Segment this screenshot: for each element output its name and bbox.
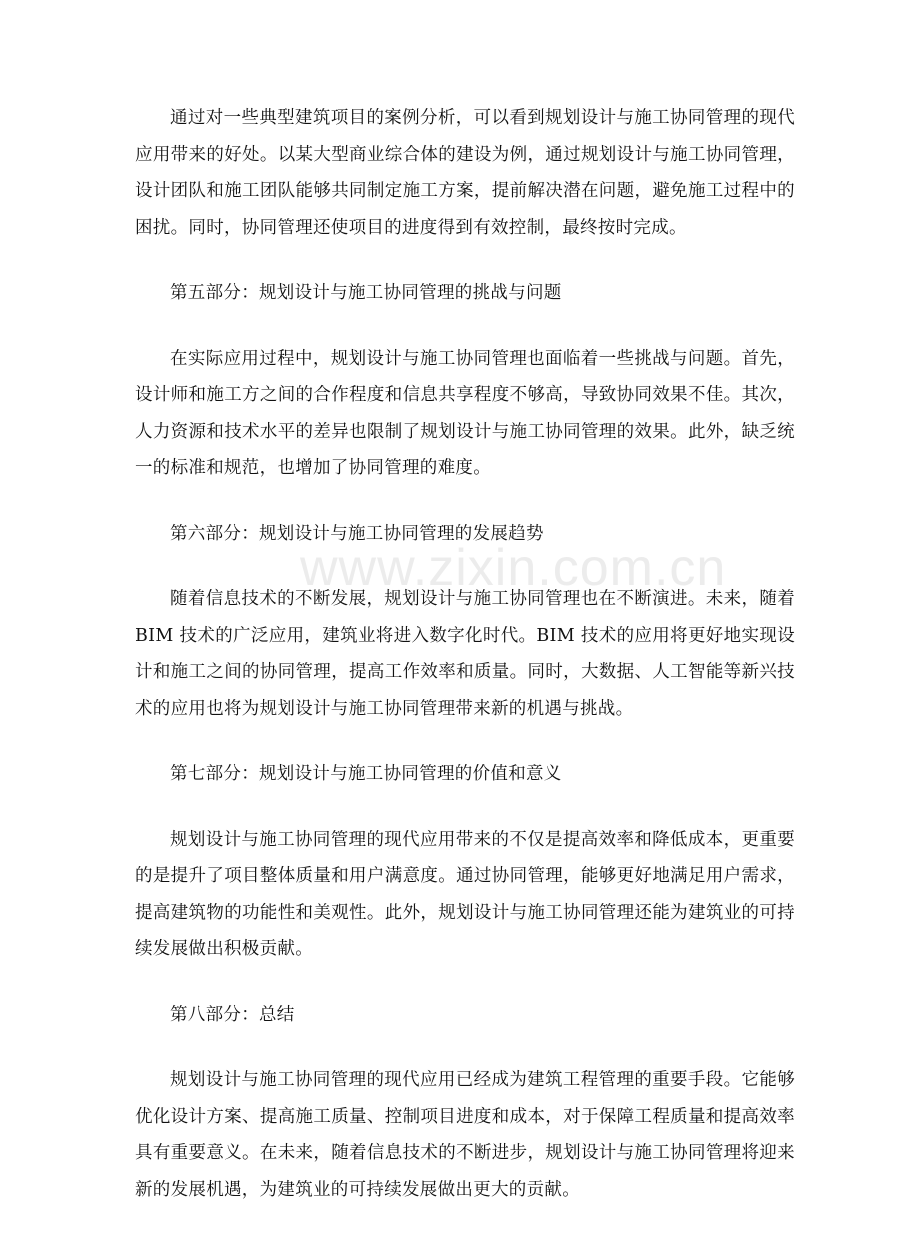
document-body [135, 100, 795, 1237]
watermark: www.zixin.com.cn [300, 539, 727, 597]
paragraph-trends: 随着信息技术的不断发展，规划设计与施工协同管理也在不断演进。未来，随着 BIM 技术的广泛应用，建筑业将进入数字化时代。BIM 技术的应用将更好地实现设计和施工之间的协同管理，提高工作效率和质量。同时，大数据、人工智能等新兴技术的应用也将为规划设计与施工协同管理带来新的机遇与挑战。 [135, 589, 795, 719]
paragraph-summary: 规划设计与施工协同管理的现代应用已经成为建筑工程管理的重要手段。它能够优化设计方案、提高施工质量、控制项目进度和成本，对于保障工程质量和提高效率具有重要意义。在未来，随着信息技术的不断进步，规划设计与施工协同管理将迎来新的发展机遇，为建筑业的可持续发展做出更大的贡献。 [135, 1070, 795, 1200]
heading-part-five: 第五部分：规划设计与施工协同管理的挑战与问题 [170, 283, 562, 303]
heading-part-seven: 第七部分：规划设计与施工协同管理的价值和意义 [170, 764, 562, 784]
paragraph-challenges: 在实际应用过程中，规划设计与施工协同管理也面临着一些挑战与问题。首先，设计师和施工方之间的合作程度和信息共享程度不够高，导致协同效果不佳。其次，人力资源和技术水平的差异也限制了规划设计与施工协同管理的效果。此外，缺乏统一的标准和规范，也增加了协同管理的难度。 [135, 348, 795, 478]
paragraph-value: 规划设计与施工协同管理的现代应用带来的不仅是提高效率和降低成本，更重要的是提升了项目整体质量和用户满意度。通过协同管理，能够更好地满足用户需求，提高建筑物的功能性和美观性。此外，规划设计与施工协同管理还能为建筑业的可持续发展做出积极贡献。 [135, 829, 795, 959]
heading-part-eight: 第八部分：总结 [170, 1004, 295, 1025]
paragraph-case-analysis: 通过对一些典型建筑项目的案例分析，可以看到规划设计与施工协同管理的现代应用带来的好处。以某大型商业综合体的建设为例，通过规划设计与施工协同管理，设计团队和施工团队能够共同制定施工方案，提前解决潜在问题，避免施工过程中的困扰。同时，协同管理还使项目的进度得到有效控制，最终按时完成。 [135, 108, 795, 238]
heading-part-six: 第六部分：规划设计与施工协同管理的发展趋势 [170, 523, 544, 544]
